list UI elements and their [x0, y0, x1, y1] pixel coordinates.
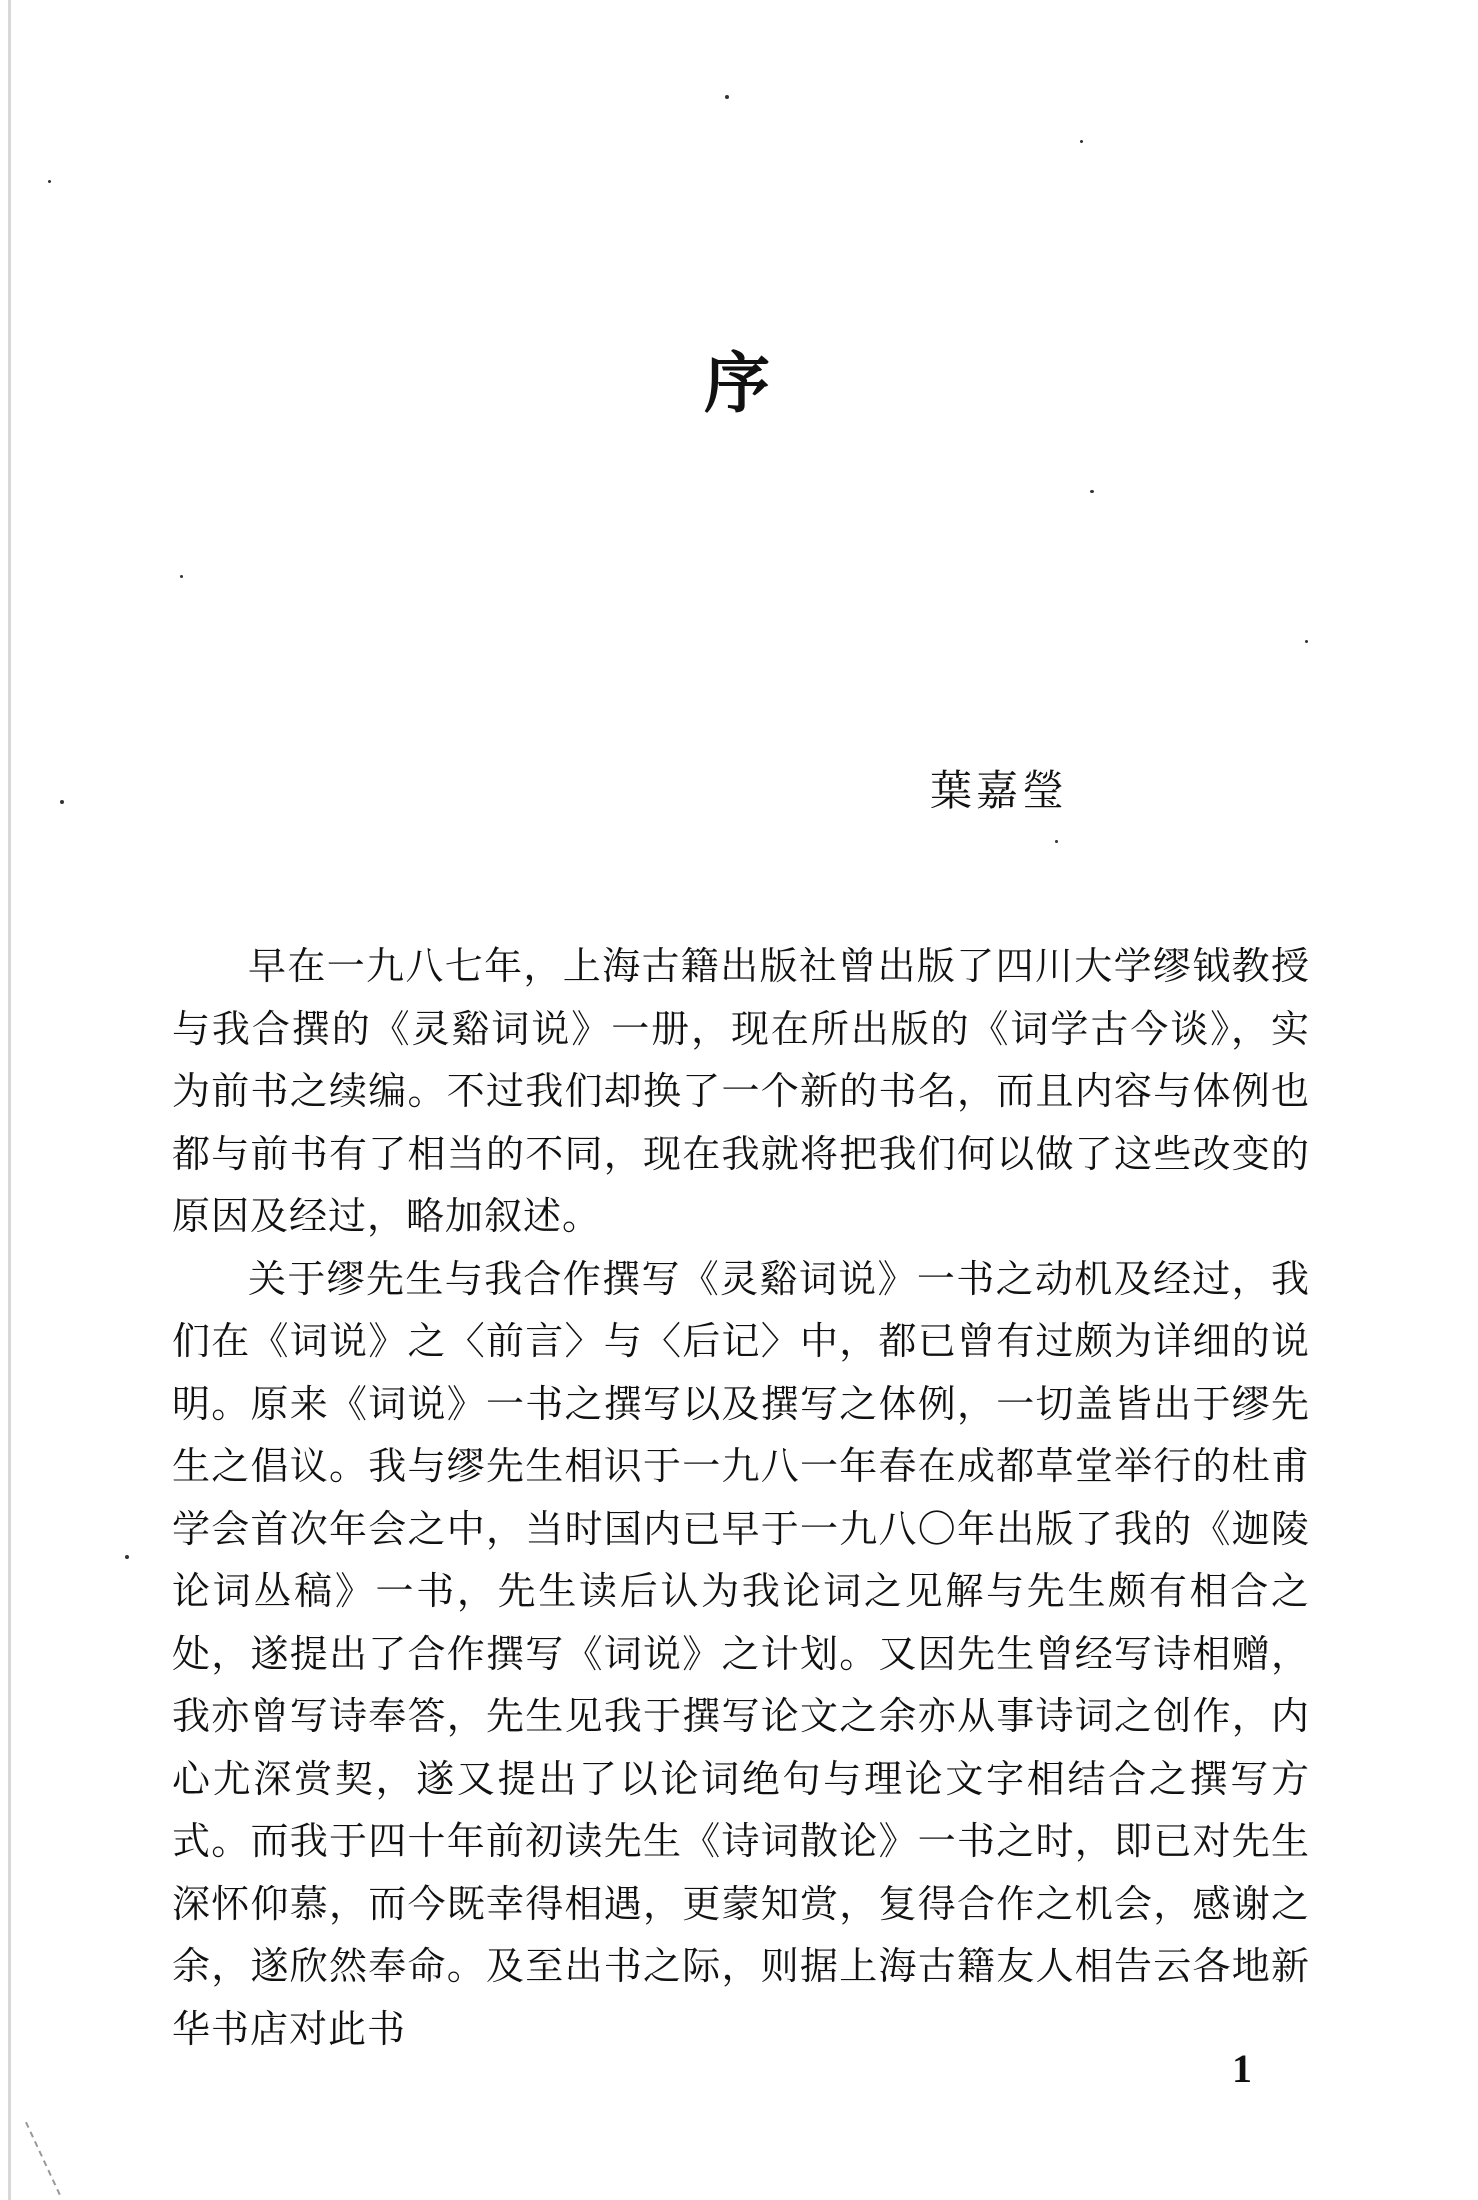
scan-speck — [60, 800, 64, 804]
scan-speck — [1055, 840, 1058, 843]
scan-corner-mark — [25, 2105, 97, 2195]
body-text — [172, 935, 1310, 2060]
scan-speck — [1080, 140, 1083, 143]
paragraph-1: 早在一九八七年，上海古籍出版社曾出版了四川大学缪钺教授与我合撰的《灵谿词说》一册，现在所出版的《词学古今谈》，实为前书之续编。不过我们却换了一个新的书名，而且内容与体例也都与前书有了相当的不同，现在我就将把我们何以做了这些改变的原因及经过，略加叙述。 — [172, 944, 1310, 1238]
page-title: 序 — [704, 345, 774, 422]
page-number: 1 — [1232, 2046, 1252, 2091]
scan-speck — [125, 1555, 129, 1559]
paragraph-2: 关于缪先生与我合作撰写《灵谿词说》一书之动机及经过，我们在《词说》之〈前言〉与〈后记〉中，都已曾有过颇为详细的说明。原来《词说》一书之撰写以及撰写之体例，一切盖皆出于缪先生之倡议。我与缪先生相识于一九八一年春在成都草堂举行的杜甫学会首次年会之中，当时国内已早于一九八〇年出版了我的《迦陵论词丛稿》一书，先生读后认为我论词之见解与先生颇有相合之处，遂提出了合作撰写《词说》之计划。又因先生曾经写诗相赠，我亦曾写诗奉答，先生见我于撰写论文之余亦从事诗词之创作，内心尤深赏契，遂又提出了以论词绝句与理论文字相结合之撰写方式。而我于四十年前初读先生《诗词散论》一书之时，即已对先生深怀仰慕，而今既幸得相遇，更蒙知赏，复得合作之机会，感谢之余，遂欣然奉命。及至出书之际，则据上海古籍友人相告云各地新华书店对此书 — [172, 1256, 1310, 2051]
author-name: 葉嘉瑩 — [930, 766, 1069, 815]
scan-speck — [180, 575, 183, 578]
scan-speck — [725, 95, 729, 99]
scan-speck — [1305, 640, 1308, 643]
scan-speck — [48, 180, 51, 183]
scan-speck — [1090, 490, 1094, 493]
